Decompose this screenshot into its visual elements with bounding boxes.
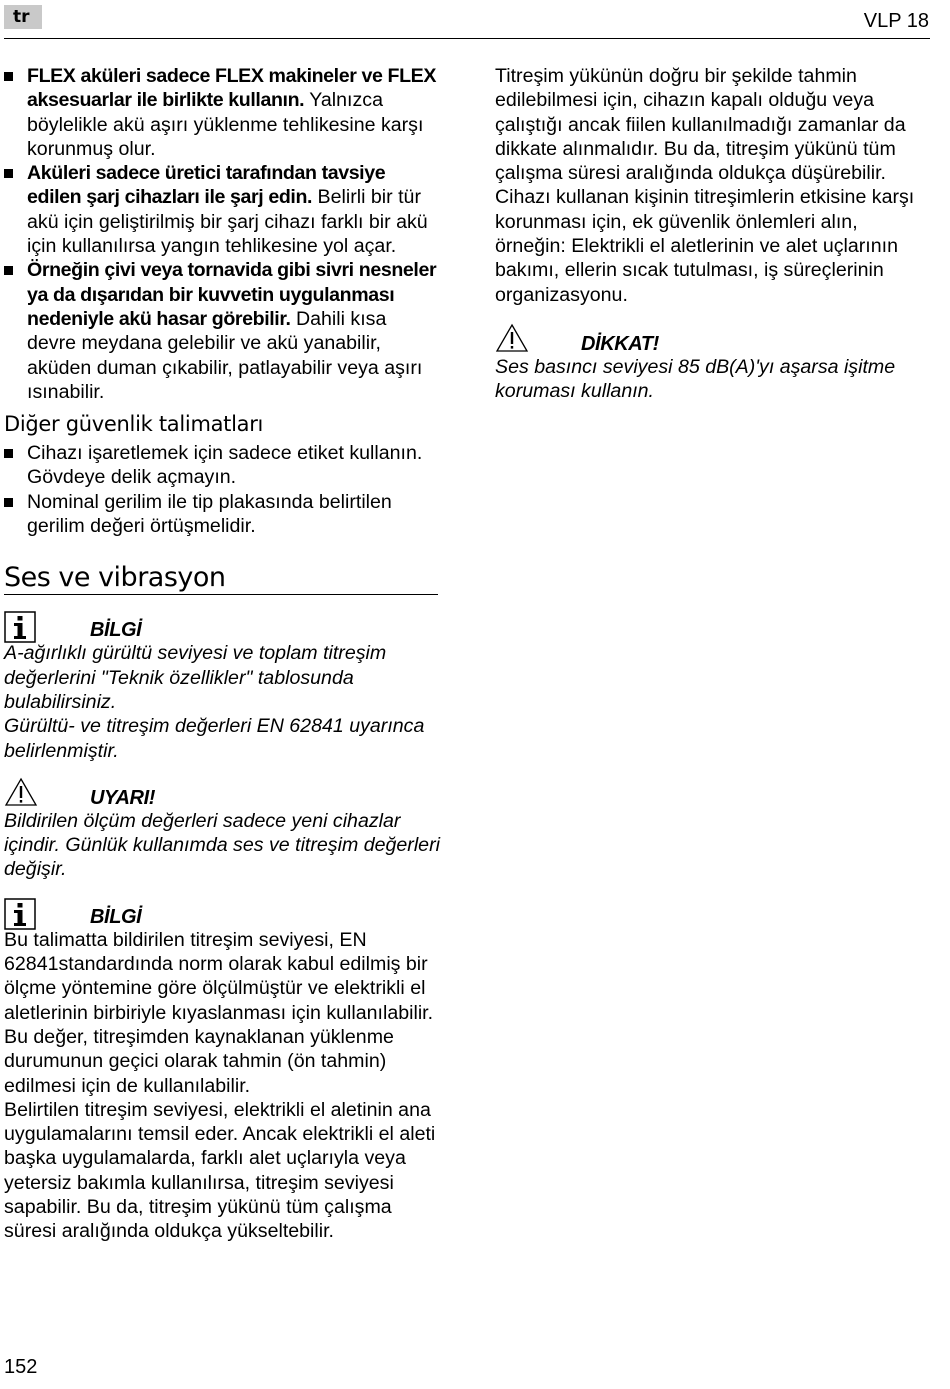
note-label: BİLGİ xyxy=(90,619,142,642)
bullet-text: Nominal gerilim ile tip plakasında belirtilen gerilim değeri örtüşmelidir. xyxy=(27,490,392,538)
body-paragraph: Belirtilen titreşim seviyesi, elektrikli el aletinin ana uygulamalarını temsil eder. Ancak elektrikli el aleti başka uygulamalarda, farklı alet uçlarıyla veya yetersiz bakımla kullanılırsa, titreşim seviyesi sapabilir. Bu da, titreşim yükünü tüm çalışma süresi aralığında oldukça yükseltebilir. xyxy=(4,1098,436,1243)
bullet-bold-text: Örneğin çivi veya tornavida gibi sivri nesneler ya da dışarıdan bir kuvvetin uygulanması nedeniyle akü hasar görebilir. xyxy=(27,259,437,330)
bullet-item xyxy=(4,441,440,490)
header-rule xyxy=(4,38,930,39)
note-label: BİLGİ xyxy=(90,905,142,928)
bullet-bold-text: FLEX aküleri sadece FLEX makineler ve FLEX aksesuarlar ile birlikte kullanın. xyxy=(27,65,437,112)
bullet-bold-text: Aküleri sadece üretici tarafından tavsiye edilen şarj cihazları ile şarj edin. xyxy=(27,162,386,209)
info-icon xyxy=(4,611,36,643)
note-text: Gürültü- ve titreşim değerleri EN 62841 uyarınca belirlenmiştir. xyxy=(4,715,425,762)
language-tag: tr xyxy=(4,5,42,29)
warning-label: UYARI! xyxy=(90,786,156,809)
page-number: 152 xyxy=(4,1356,38,1378)
bullet-item xyxy=(4,64,440,161)
caution-text: Ses basıncı seviyesi 85 dB(A)'yı aşarsa işitme koruması kullanın. xyxy=(495,355,896,403)
right-column xyxy=(495,64,925,404)
info-icon xyxy=(4,898,36,930)
body-paragraph: Titreşim yükünün doğru bir şekilde tahmin edilebilmesi için, cihazın kapalı olduğu veya çalıştığı ancak fiilen kullanılmadığı zamanlar da dikkate alınmalıdır. Bu da, titreşim yükünü tüm çalışma süresi aralığında oldukça düşürebilir. xyxy=(495,65,906,185)
subheading-other-safety: Diğer güvenlik talimatları xyxy=(4,412,264,437)
model-name: VLP 18 xyxy=(863,10,929,32)
bullet-text: Yalnızca böylelikle akü aşırı yüklenme tehlikesine karşı korunmuş olur. xyxy=(27,89,424,160)
bullet-text: Dahili kısa devre meydana gelebilir ve akü yanabilir, aküden duman çıkabilir, patlayabilir veya aşırı ısınabilir. xyxy=(27,307,423,403)
left-column xyxy=(4,64,440,1244)
info-note xyxy=(4,611,440,762)
bullet-square-icon xyxy=(4,169,13,178)
note-text: A-ağırlıklı gürültü seviyesi ve toplam titreşim değerlerini "Teknik özellikler" tablosunda bulabilirsiniz. xyxy=(4,642,387,713)
bullet-square-icon xyxy=(4,498,13,507)
warning-note xyxy=(4,779,440,882)
bullet-square-icon xyxy=(4,449,13,458)
warning-triangle-icon xyxy=(4,777,38,807)
bullet-text: Cihazı işaretlemek için sadece etiket kullanın. Gövdeye delik açmayın. xyxy=(27,442,423,489)
section-title: Ses ve vibrasyon xyxy=(4,562,438,595)
bullet-item xyxy=(4,161,440,258)
body-paragraph: Cihazı kullanan kişinin titreşimlerin etkisine karşı korunması için, ek güvenlik önlemleri alın, örneğin: Elektrikli el aletlerinin ve alet uçlarının bakımı, ellerin sıcak tutulması, iş süreçlerinin organizasyonu. xyxy=(495,186,915,306)
info-note xyxy=(4,898,440,1244)
bullet-item xyxy=(4,258,440,404)
body-paragraph: Bu değer, titreşimden kaynaklanan yüklenme durumunun geçici olarak tahmin (ön tahmin) edilmesi için de kullanılabilir. xyxy=(4,1025,394,1097)
caution-label: DİKKAT! xyxy=(581,332,659,355)
bullet-item xyxy=(4,490,440,539)
warning-text: Bildirilen ölçüm değerleri sadece yeni cihazlar içindir. Günlük kullanımda ses ve titreşim değerleri değişir. xyxy=(4,809,440,881)
bullet-square-icon xyxy=(4,72,13,81)
warning-triangle-icon xyxy=(495,323,529,353)
bullet-text: Belirli bir tür akü için geliştirilmiş bir şarj cihazı farklı bir akü için kullanılırsa yangın tehlikesine yol açar. xyxy=(27,186,428,258)
caution-note xyxy=(495,325,925,404)
body-paragraph: Bu talimatta bildirilen titreşim seviyesi, EN 62841standardında norm olarak kabul edilmiş bir ölçme yöntemine göre ölçülmüştür ve elektrikli el aletlerinin birbiriyle kıyaslanması için kullanılabilir. xyxy=(4,928,434,1024)
bullet-square-icon xyxy=(4,266,13,275)
